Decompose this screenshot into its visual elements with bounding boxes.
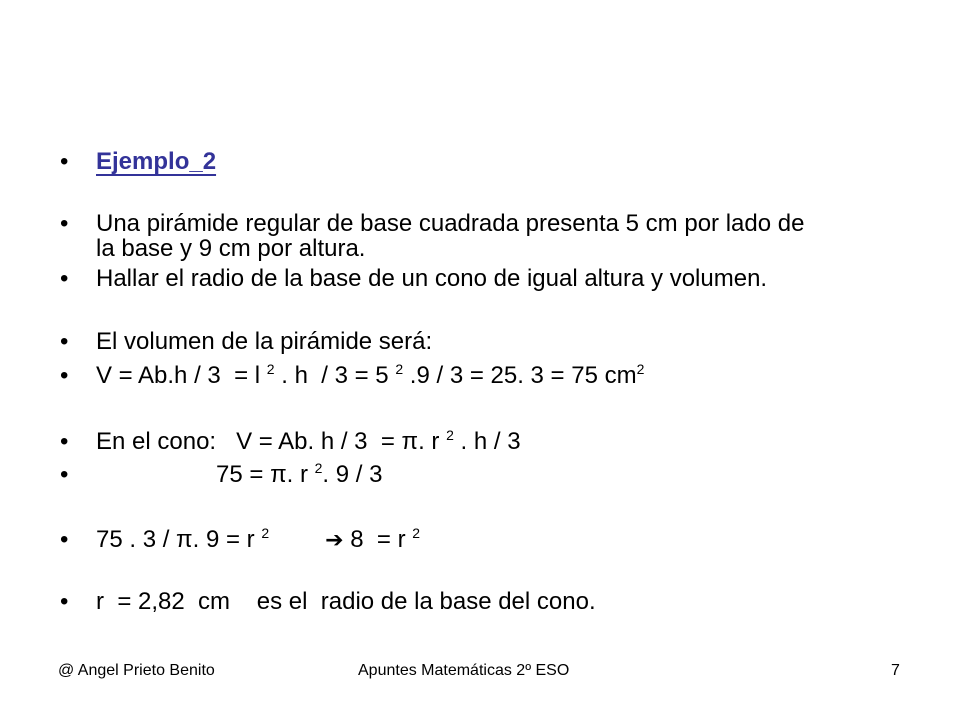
formula-part: . h / 3 = 5: [274, 362, 396, 389]
bullet: •: [60, 210, 69, 237]
bullet: •: [60, 428, 69, 455]
result-text: r = 2,82 cm es el radio de la base del cono.: [96, 588, 596, 615]
exponent: 2: [412, 525, 421, 541]
formula-part: 8 = r: [343, 526, 413, 553]
solve-formula: [96, 526, 420, 553]
bullet: •: [60, 461, 69, 488]
pyramid-formula: [96, 362, 644, 389]
bullet: •: [60, 588, 69, 615]
formula-part: . 9 / 3: [322, 461, 383, 488]
footer-course: Apuntes Matemáticas 2º ESO: [358, 662, 570, 679]
page-number: 7: [891, 662, 900, 679]
bullet: •: [60, 328, 69, 355]
arrow-right-icon: ➔: [325, 527, 344, 552]
pyramid-intro-text: El volumen de la pirámide será:: [96, 328, 433, 355]
formula-part: .9 / 3 = 25. 3 = 75 cm: [403, 362, 637, 389]
formula-part: 75 = π. r: [96, 461, 315, 488]
example-heading-link[interactable]: Ejemplo_2: [96, 148, 217, 175]
formula-part: 75 . 3 / π. 9 = r: [96, 526, 262, 553]
bullet: •: [60, 148, 69, 175]
exponent: 2: [314, 460, 323, 476]
problem-line-2: la base y 9 cm por altura.: [96, 235, 366, 262]
problem-line-1: Una pirámide regular de base cuadrada presenta 5 cm por lado de: [96, 210, 805, 237]
cone-formula: [96, 428, 521, 455]
exponent: 2: [395, 361, 404, 377]
exponent: 2: [446, 427, 454, 443]
exponent: 2: [636, 361, 645, 377]
exponent: 2: [266, 361, 275, 377]
formula-part: . h / 3: [453, 428, 521, 455]
exponent: 2: [261, 525, 270, 541]
bullet: •: [60, 526, 69, 553]
footer-author: @ Angel Prieto Benito: [58, 662, 215, 679]
formula-part: En el cono: V = Ab. h / 3 = π. r: [96, 428, 447, 455]
bullet: •: [60, 362, 69, 389]
task-text: Hallar el radio de la base de un cono de igual altura y volumen.: [96, 265, 768, 292]
formula-part: V = Ab.h / 3 = l: [96, 362, 267, 389]
bullet: •: [60, 265, 69, 292]
cone-substitution: [96, 461, 382, 488]
